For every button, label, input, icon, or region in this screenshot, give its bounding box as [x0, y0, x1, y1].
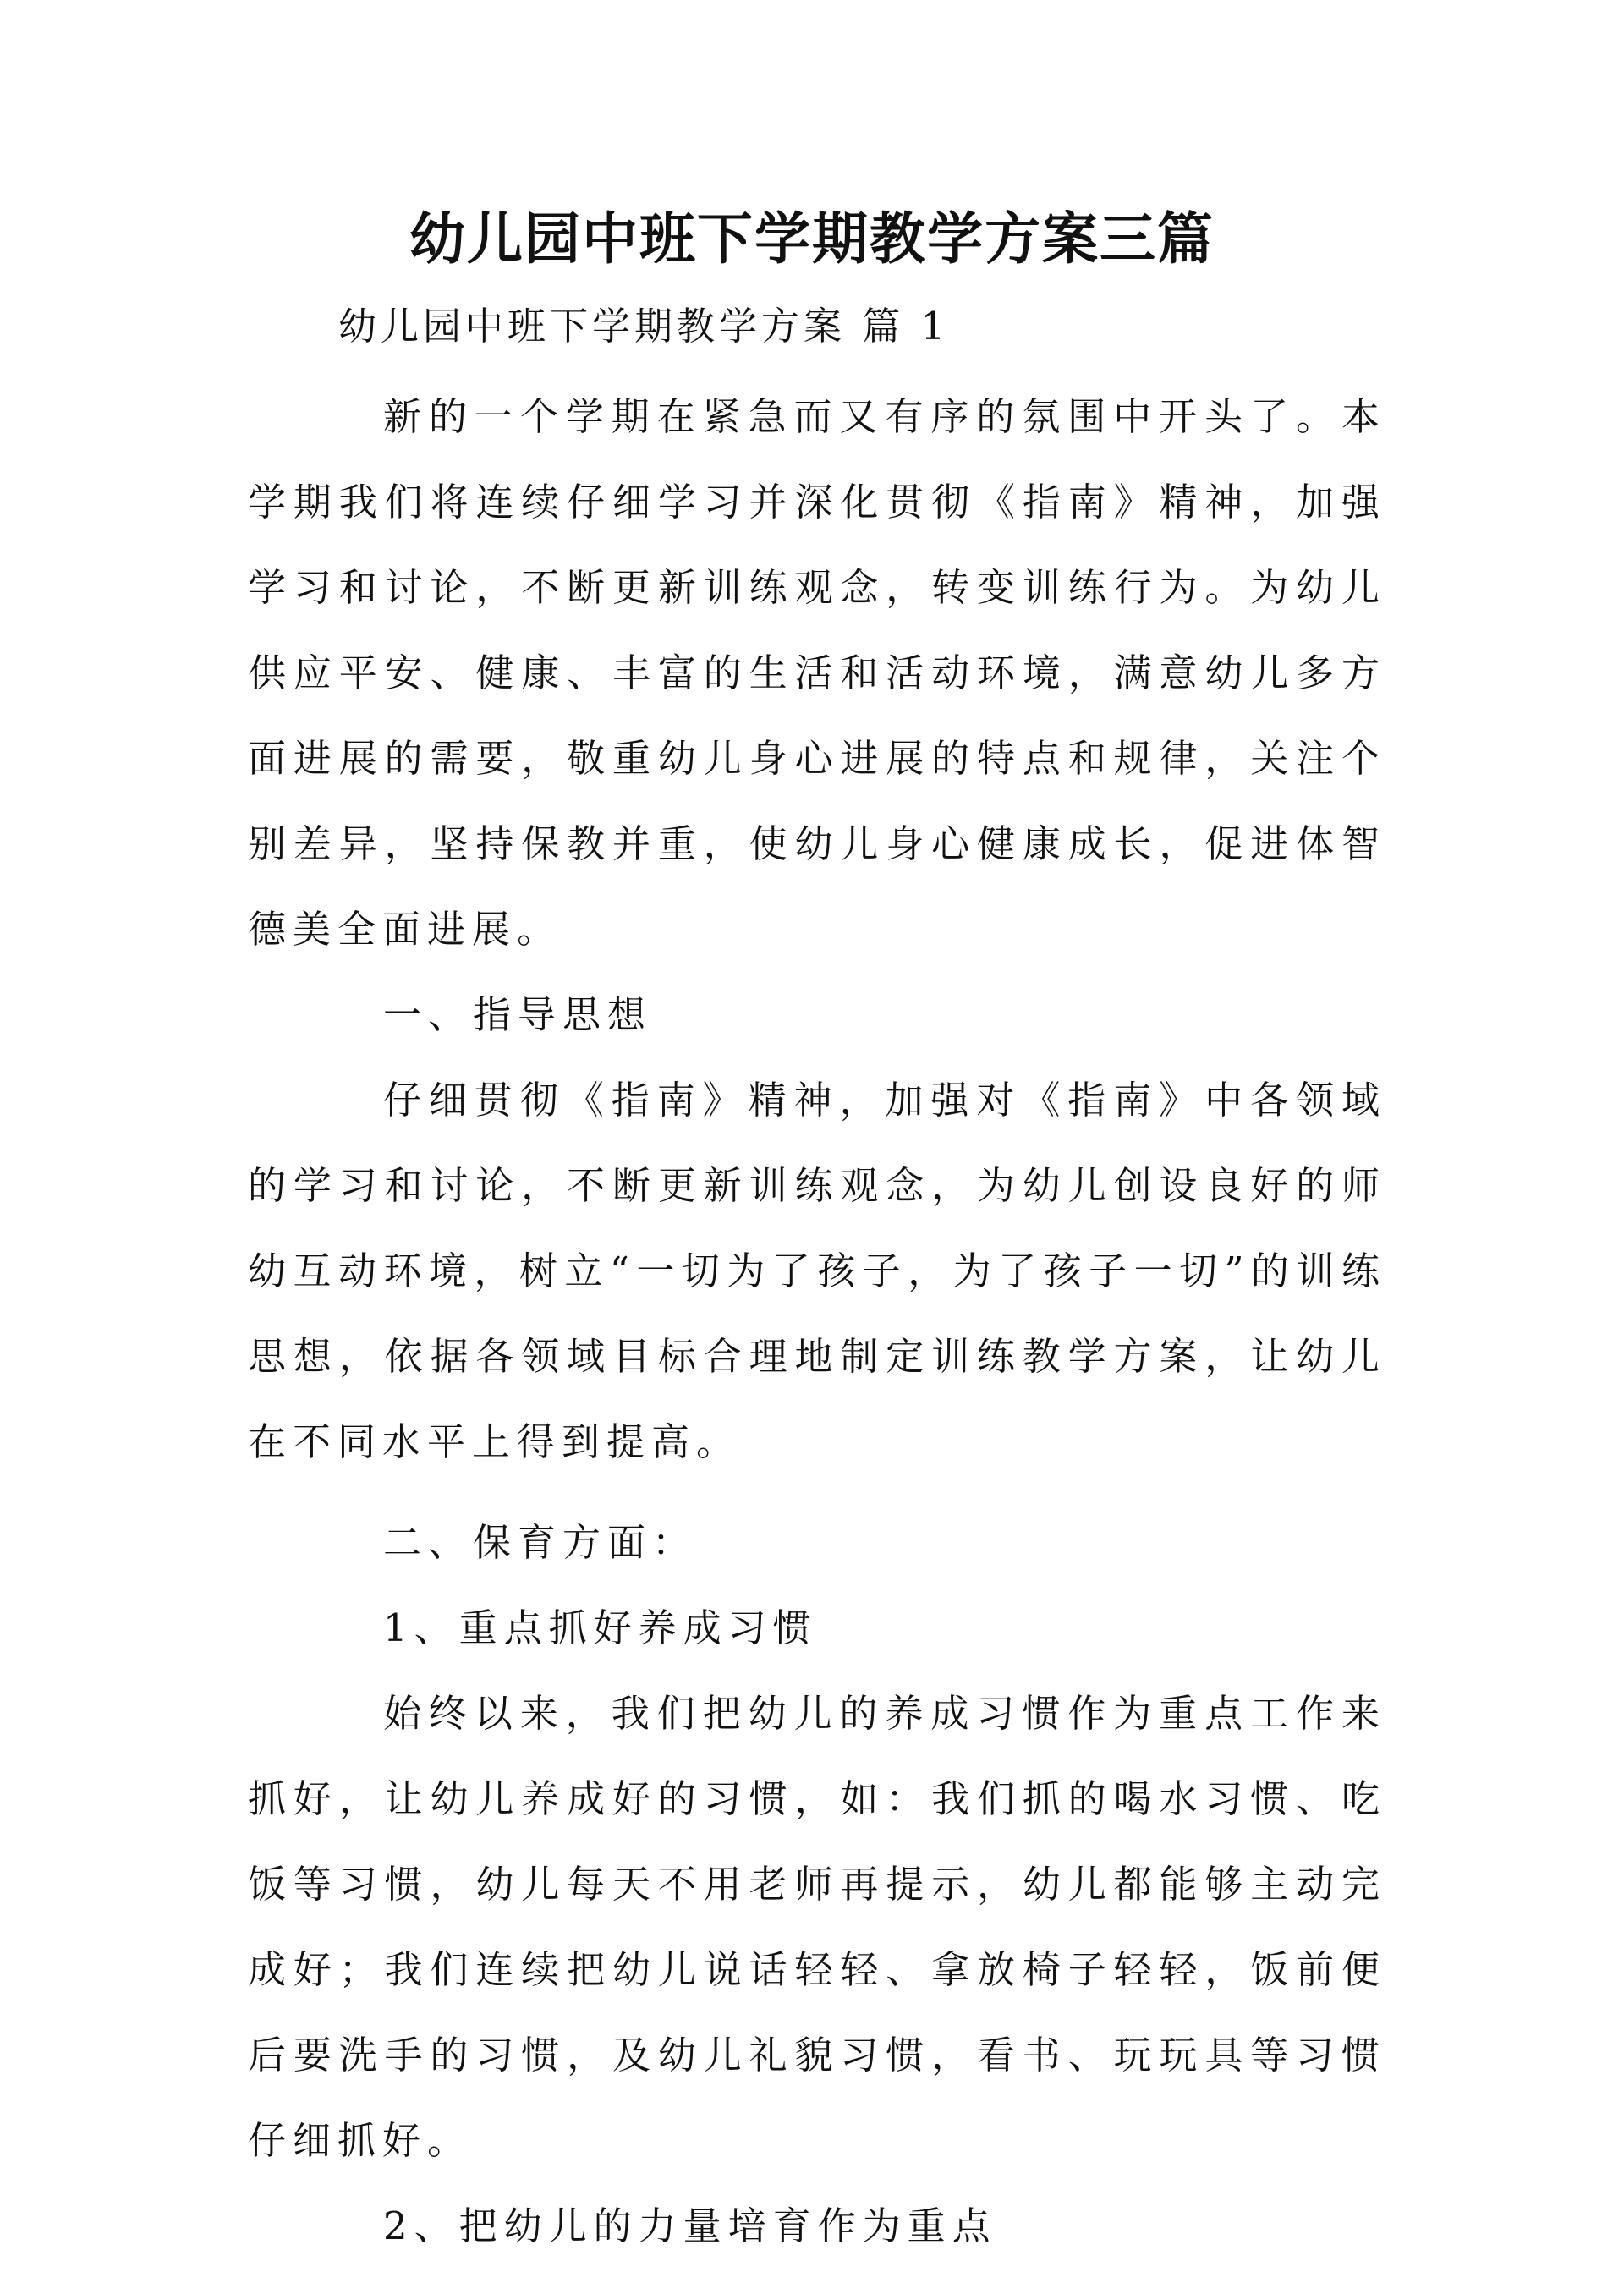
heading-ability: 2、把幼儿的力量培育作为重点 [383, 2203, 997, 2248]
heading-habits: 1、重点抓好养成习惯 [383, 1605, 818, 1650]
document-body [248, 374, 1386, 2269]
heading-care-aspect: 二、保育方面： [383, 1520, 698, 1565]
heading-guiding-thought: 一、指导思想 [383, 992, 653, 1037]
section-subtitle: 幼儿园中班下学期教学方案 篇 1 [338, 304, 950, 348]
document-title: 幼儿园中班下学期教学方案三篇 [409, 206, 1215, 272]
paragraph-intro: 新的一个学期在紧急而又有序的氛围中开头了。本学期我们将连续仔细学习并深化贯彻《指南》精神，加强学习和讨论，不断更新训练观念，转变训练行为。为幼儿供应平安、健康、丰富的生活和活动环境，满意幼儿多方面进展的需要，敬重幼儿身心进展的特点和规律，关注个别差异，坚持保教并重，使幼儿身心健康成长，促进体智德美全面进展。 [248, 394, 1386, 952]
paragraph-habits: 始终以来，我们把幼儿的养成习惯作为重点工作来抓好，让幼儿养成好的习惯，如：我们抓的喝水习惯、吃饭等习惯，幼儿每天不用老师再提示，幼儿都能够主动完成好；我们连续把幼儿说话轻轻、拿放椅子轻轻，饭前便后要洗手的习惯，及幼儿礼貌习惯，看书、玩玩具等习惯仔细抓好。 [248, 1691, 1386, 2163]
paragraph-guiding-thought: 仔细贯彻《指南》精神，加强对《指南》中各领域的学习和讨论，不断更新训练观念，为幼儿创设良好的师幼互动环境，树立“一切为了孩子，为了孩子一切”的训练思想，依据各领域目标合理地制定训练教学方案，让幼儿在不同水平上得到提高。 [248, 1078, 1386, 1464]
